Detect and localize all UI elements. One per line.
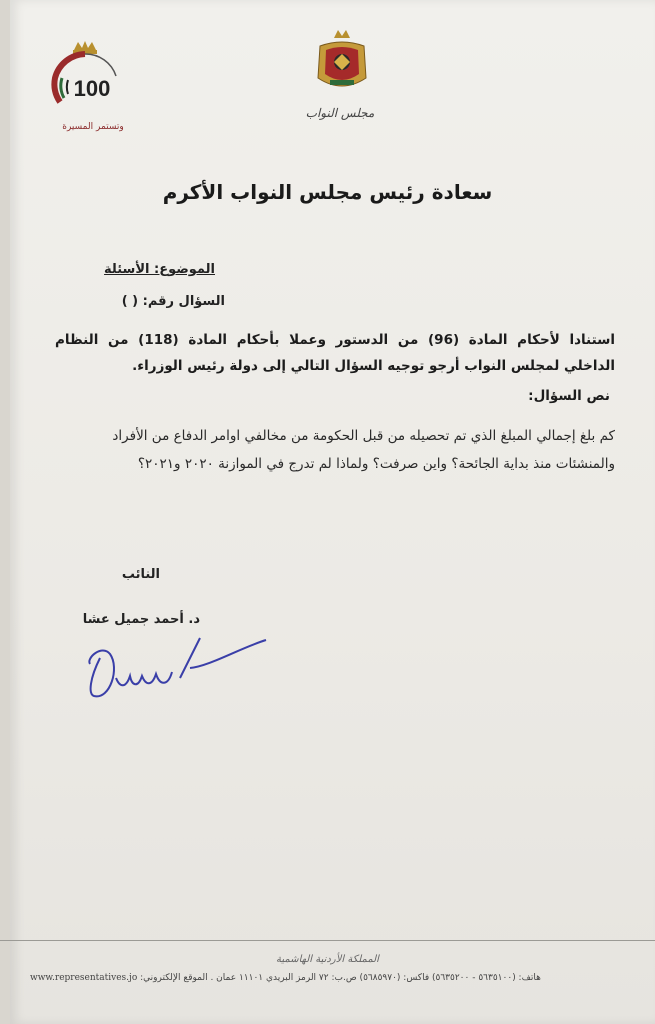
centenary-caption: وتستمر المسيرة: [62, 122, 124, 132]
question-number: السؤال رقم: ( ): [121, 294, 225, 309]
question-heading: نص السؤال:: [528, 388, 610, 404]
royal-emblem: [312, 28, 372, 102]
footer-contact: [30, 973, 630, 983]
parliament-caption: مجلس النواب: [305, 106, 375, 120]
intro-paragraph: استنادا لأحكام المادة (96) من الدستور وعملا بأحكام المادة (118) من النظام الداخلي لمجلس النواب أرجو توجيه السؤال التالي إلى دولة رئيس الوزراء.: [55, 332, 615, 374]
centenary-logo: [40, 40, 130, 124]
handwritten-signature: [80, 628, 280, 712]
centenary-number: 100: [73, 76, 111, 101]
website-link[interactable]: www.representatives.jo: [30, 973, 138, 983]
deputy-name: د. أحمد جميل عشا: [82, 612, 200, 627]
footer-divider: [0, 940, 655, 941]
question-text: كم بلغ إجمالي المبلغ الذي تم تحصيله من قبل الحكومة من مخالفي اوامر الدفاع من الأفراد والمنشئات منذ بداية الجائحة؟ واين صرفت؟ ولماذا لم تدرج في الموازنة ٢٠٢٠ و٢٠٢١؟: [112, 428, 615, 472]
footer-seal: المملكة الأردنية الهاشمية: [276, 954, 379, 965]
deputy-label: النائب: [121, 567, 160, 582]
letter-title: سعادة رئيس مجلس النواب الأكرم: [162, 180, 493, 204]
letter-paper: [10, 0, 655, 1024]
contact-details: هاتف: (٥٦٣٥١٠٠ - ٥٦٣٥٢٠٠) فاكس: (٥٦٨٥٩٧٠) ص.ب: ٧٢ الرمز البريدي ١١١٠١ عمان . الموقع الإلكتروني:: [140, 973, 541, 983]
subject-line: الموضوع: الأسئلة: [104, 262, 215, 277]
